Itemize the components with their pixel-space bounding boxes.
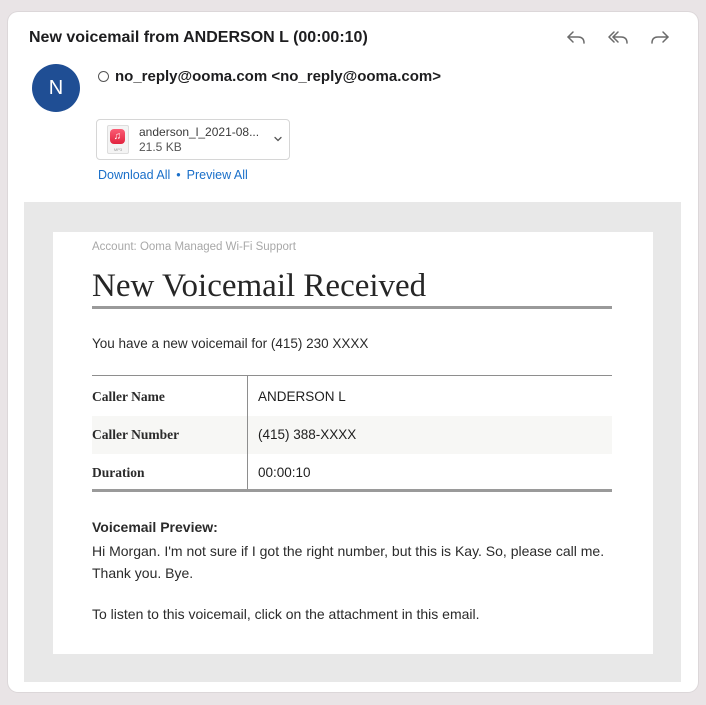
forward-icon — [650, 28, 670, 46]
table-column-divider — [247, 375, 248, 490]
table-row — [92, 454, 612, 492]
duration-label: Duration — [92, 465, 145, 480]
voicemail-card — [53, 232, 653, 654]
unread-circle-icon[interactable] — [98, 71, 109, 82]
download-all-link[interactable]: Download All — [98, 168, 171, 182]
preview-all-link[interactable]: Preview All — [186, 168, 248, 182]
table-top-border — [92, 375, 612, 376]
reply-all-button[interactable] — [606, 26, 630, 48]
table-row — [92, 416, 612, 454]
duration-value: 00:00:10 — [258, 465, 311, 480]
caller-number-value: (415) 388-XXXX — [258, 427, 357, 442]
intro-text: You have a new voicemail for (415) 230 XXXX — [92, 336, 369, 351]
music-note-icon: ♫ — [110, 129, 125, 144]
reply-icon — [566, 28, 586, 46]
preview-transcript: Hi Morgan. I'm not sure if I got the right number, but this is Kay. So, please call me. Thank you. Bye. — [92, 543, 605, 581]
page-title: New Voicemail Received — [92, 268, 427, 304]
listen-instructions: To listen to this voicemail, click on the attachment in this email. — [92, 606, 480, 622]
caller-name-label: Caller Name — [92, 389, 165, 404]
email-body-background — [24, 202, 681, 682]
email-window — [8, 12, 698, 692]
message-toolbar — [564, 26, 672, 48]
reply-all-icon — [608, 28, 628, 46]
email-subject: New voicemail from ANDERSON L (00:00:10) — [29, 29, 368, 46]
preview-heading: Voicemail Preview: — [92, 519, 218, 535]
file-extension: MP3 — [113, 147, 123, 152]
sender-row — [98, 68, 441, 85]
account-label: Account: Ooma Managed Wi-Fi Support — [92, 241, 296, 253]
forward-button[interactable] — [648, 26, 672, 48]
table-bottom-border — [92, 489, 612, 492]
title-divider — [92, 306, 612, 309]
caller-number-label: Caller Number — [92, 427, 180, 442]
attachment-links — [98, 168, 248, 182]
link-separator: • — [176, 168, 181, 182]
attachment-filename: anderson_l_2021-08... — [139, 124, 260, 139]
attachment-chip[interactable] — [96, 119, 290, 160]
sender-address[interactable]: no_reply@ooma.com <no_reply@ooma.com> — [115, 68, 442, 85]
chevron-down-icon[interactable] — [273, 134, 283, 144]
sender-avatar: N — [32, 64, 80, 112]
reply-button[interactable] — [564, 26, 588, 48]
attachment-size: 21.5 KB — [139, 139, 182, 154]
table-row — [92, 378, 612, 416]
audio-file-icon — [107, 125, 129, 154]
caller-name-value: ANDERSON L — [258, 389, 346, 404]
